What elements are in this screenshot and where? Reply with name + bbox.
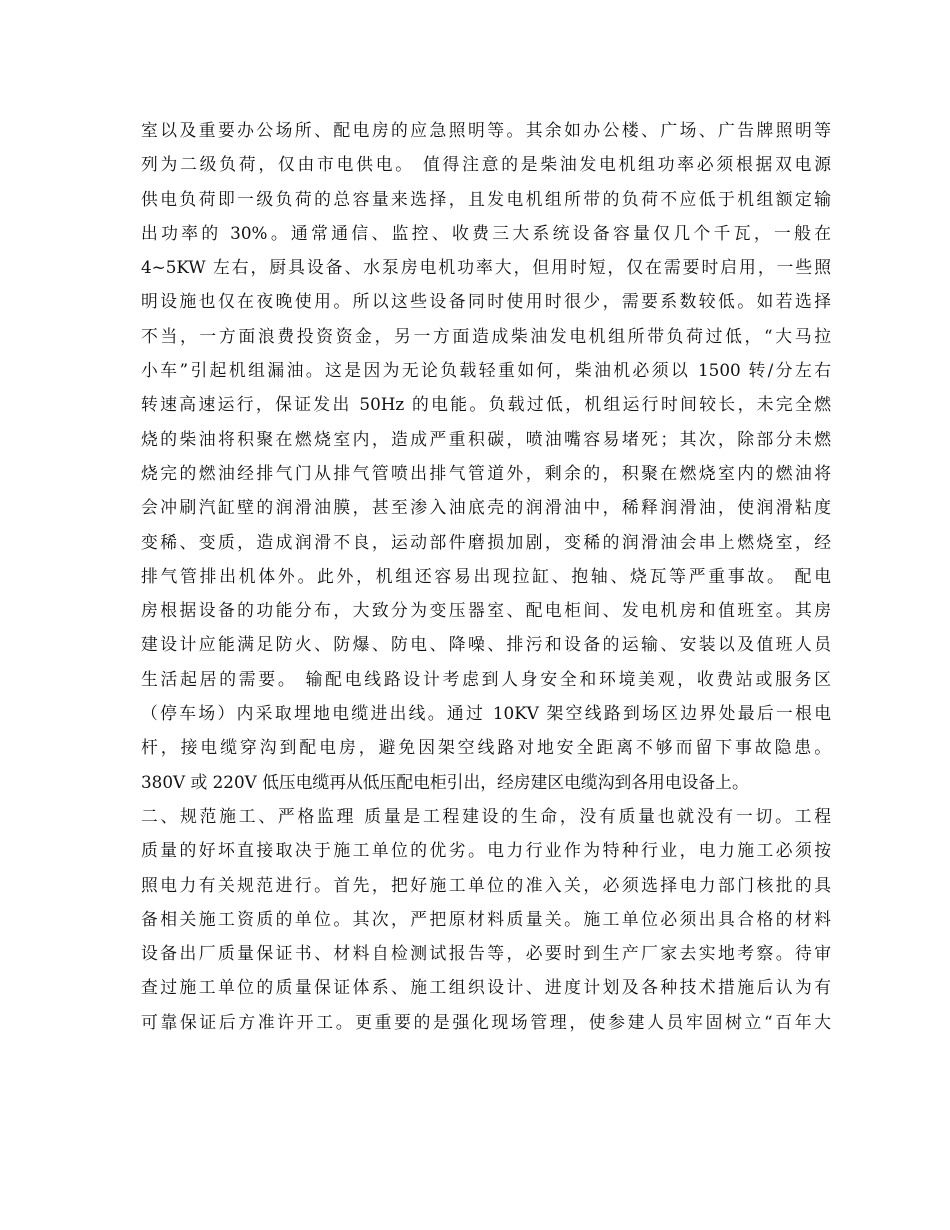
text-line: 备相关施工资质的单位。其次，严把原材料质量关。施工单位必须出具合格的材料	[141, 908, 831, 929]
text-line: 380V 或 220V 低压电缆再从低压配电柜引出，经房建区电缆沟到各用电设备上。	[141, 771, 749, 792]
text-line: （停车场）内采取埋地电缆进出线。通过 10KV 架空线路到场区边界处最后一根电	[141, 703, 831, 724]
text-line: 排气管排出机体外。此外，机组还容易出现拉缸、抱轴、烧瓦等严重事故。 配电	[141, 565, 831, 586]
text-line: 生活起居的需要。 输配电线路设计考虑到人身安全和环境美观，收费站或服务区	[141, 668, 831, 689]
text-line: 室以及重要办公场所、配电房的应急照明等。其余如办公楼、广场、广告牌照明等	[141, 120, 831, 140]
text-line: 建设计应能满足防火、防爆、防电、降噪、排污和设备的运输、安装以及值班人员	[141, 634, 831, 655]
text-line: 查过施工单位的质量保证体系、施工组织设计、进度计划及各种技术措施后认为有	[141, 977, 831, 998]
text-line: 小车”引起机组漏油。这是因为无论负载轻重如何，柴油机必须以 1500 转/分左右	[141, 360, 831, 381]
text-line: 不当，一方面浪费投资资金，另一方面造成柴油发电机组所带负荷过低，“大马拉	[141, 325, 831, 346]
text-line: 转速高速运行，保证发出 50Hz 的电能。负载过低，机组运行时间较长，未完全燃	[141, 394, 831, 415]
text-line: 照电力有关规范进行。首先，把好施工单位的准入关，必须选择电力部门核批的具	[141, 874, 831, 895]
text-line: 质量的好坏直接取决于施工单位的优劣。电力行业作为特种行业，电力施工必须按	[141, 840, 831, 861]
text-line: 杆，接电缆穿沟到配电房，避免因架空线路对地安全距离不够而留下事故隐患。	[141, 737, 831, 758]
text-line: 设备出厂质量保证书、材料自检测试报告等，必要时到生产厂家去实地考察。待审	[141, 943, 831, 964]
text-line: 房根据设备的功能分布，大致分为变压器室、配电柜间、发电机房和值班室。其房	[141, 600, 831, 621]
text-line: 会冲刷汽缸壁的润滑油膜，甚至渗入油底壳的润滑油中，稀释润滑油，使润滑粘度	[141, 497, 831, 518]
text-line: 明设施也仅在夜晚使用。所以这些设备同时使用时很少，需要系数较低。如若选择	[141, 291, 831, 312]
text-line: 4~5KW 左右，厨具设备、水泵房电机功率大，但用时短，仅在需要时启用，一些照	[141, 257, 831, 278]
text-line: 烧完的燃油经排气门从排气管喷出排气管道外，剩余的，积聚在燃烧室内的燃油将	[141, 462, 831, 483]
text-line: 变稀、变质，造成润滑不良，运动部件磨损加剧，变稀的润滑油会串上燃烧室，经	[141, 531, 831, 552]
text-line: 烧的柴油将积聚在燃烧室内，造成严重积碳，喷油嘴容易堵死；其次，除部分未燃	[141, 428, 831, 449]
text-line: 列为二级负荷，仅由市电供电。 值得注意的是柴油发电机组功率必须根据双电源	[141, 154, 831, 175]
text-line: 出功率的 30%。通常通信、监控、收费三大系统设备容量仅几个千瓦，一般在	[141, 222, 831, 243]
text-line: 二、规范施工、严格监理 质量是工程建设的生命，没有质量也就没有一切。工程	[141, 805, 831, 826]
text-line: 供电负荷即一级负荷的总容量来选择，且发电机组所带的负荷不应低于机组额定输	[141, 188, 831, 209]
body-text	[141, 113, 831, 1039]
text-line: 可靠保证后方准许开工。更重要的是强化现场管理，使参建人员牢固树立“百年大	[141, 1011, 831, 1032]
